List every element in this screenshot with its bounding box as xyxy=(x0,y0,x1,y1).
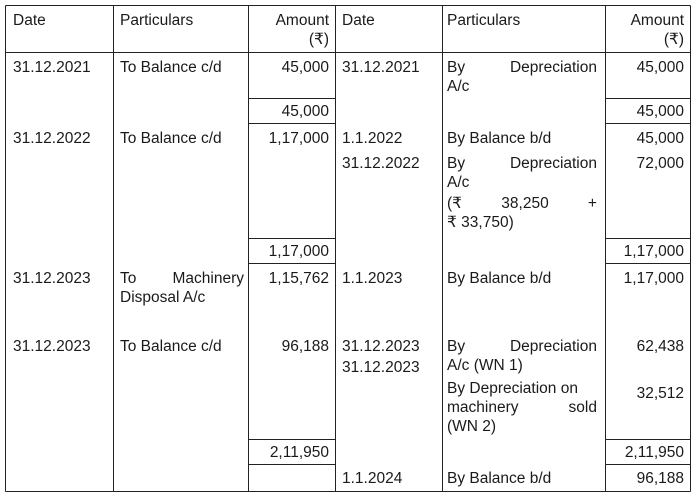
header-amount-right-label: Amount xyxy=(630,12,684,29)
row1-credit-particulars-line1: By Depreciation xyxy=(447,59,597,76)
row2-credit-amount-a: 45,000 xyxy=(636,130,684,147)
header-date-left: Date xyxy=(13,12,46,29)
row3-debit-amount: 1,15,762 xyxy=(268,270,329,287)
total2-debit: 1,17,000 xyxy=(268,243,329,260)
row2-credit-amount-b: 72,000 xyxy=(636,155,684,172)
row1-debit-particulars: To Balance c/d xyxy=(120,59,222,76)
header-amount-left xyxy=(251,11,329,49)
row5-credit-amount: 96,188 xyxy=(636,470,684,487)
row2-credit-particulars-b-line2: A/c xyxy=(447,174,470,191)
row3-credit-particulars: By Balance b/d xyxy=(447,270,552,287)
row3-credit-date: 1.1.2023 xyxy=(342,270,403,287)
row2-credit-date-b: 31.12.2022 xyxy=(342,155,420,172)
header-amount-right xyxy=(608,11,684,49)
row2-debit-date: 31.12.2022 xyxy=(13,130,91,147)
row4-credit-date-b: 31.12.2023 xyxy=(342,359,420,376)
total1-credit: 45,000 xyxy=(636,103,684,120)
row5-credit-date: 1.1.2024 xyxy=(342,470,403,487)
total2-credit: 1,17,000 xyxy=(623,243,684,260)
machinery-ledger-account xyxy=(5,5,691,492)
row4-credit-particulars-b-line3: (WN 2) xyxy=(447,418,497,435)
row1-credit-amount: 45,000 xyxy=(636,59,684,76)
row3-debit-particulars-line1: To Machinery xyxy=(120,270,244,287)
header-amount-left-unit: (₹) xyxy=(308,31,329,48)
row2-credit-particulars-a: By Balance b/d xyxy=(447,130,552,147)
row4-credit-amount-a: 62,438 xyxy=(636,338,684,355)
row4-credit-particulars-b-line1: By Depreciation on xyxy=(447,380,578,397)
row4-credit-particulars-a-line1: By Depreciation xyxy=(447,338,597,355)
row2-credit-particulars-b-line4: ₹ 33,750) xyxy=(447,214,514,231)
total4-debit: 2,11,950 xyxy=(269,444,329,461)
row4-credit-particulars-a-line2: A/c (WN 1) xyxy=(447,357,523,374)
row4-debit-date: 31.12.2023 xyxy=(13,338,91,355)
row4-credit-date-a: 31.12.2023 xyxy=(342,338,420,355)
row5-credit-particulars: By Balance b/d xyxy=(447,470,552,487)
row4-debit-particulars: To Balance c/d xyxy=(120,338,222,355)
header-particulars-left: Particulars xyxy=(120,12,194,29)
row2-debit-particulars: To Balance c/d xyxy=(120,130,222,147)
row4-credit-particulars-a xyxy=(447,337,597,375)
row4-credit-amount-b: 32,512 xyxy=(636,385,684,402)
row4-credit-particulars-b xyxy=(447,379,597,436)
row1-credit-particulars xyxy=(447,58,597,96)
header-amount-right-unit: (₹) xyxy=(663,31,684,48)
row1-debit-date: 31.12.2021 xyxy=(13,59,91,76)
row2-credit-date-a: 1.1.2022 xyxy=(342,130,403,147)
row2-credit-particulars-b xyxy=(447,154,597,232)
row1-credit-date: 31.12.2021 xyxy=(342,59,420,76)
row3-debit-particulars xyxy=(120,269,244,307)
row3-debit-particulars-line2: Disposal A/c xyxy=(120,289,206,306)
total4-credit: 2,11,950 xyxy=(624,444,684,461)
total1-debit: 45,000 xyxy=(281,103,329,120)
header-amount-left-label: Amount xyxy=(275,12,329,29)
row2-credit-particulars-b-line1: By Depreciation xyxy=(447,155,597,172)
row4-credit-particulars-b-line2: machinery sold xyxy=(447,399,597,416)
row3-debit-date: 31.12.2023 xyxy=(13,270,91,287)
row3-credit-amount: 1,17,000 xyxy=(623,270,684,287)
header-date-right: Date xyxy=(342,12,375,29)
row4-debit-amount: 96,188 xyxy=(281,338,329,355)
row2-debit-amount: 1,17,000 xyxy=(268,130,329,147)
row1-credit-particulars-line2: A/c xyxy=(447,78,470,95)
row1-debit-amount: 45,000 xyxy=(281,59,329,76)
header-particulars-right: Particulars xyxy=(447,12,521,29)
row2-credit-particulars-b-line3: (₹ 38,250 + xyxy=(447,195,597,212)
